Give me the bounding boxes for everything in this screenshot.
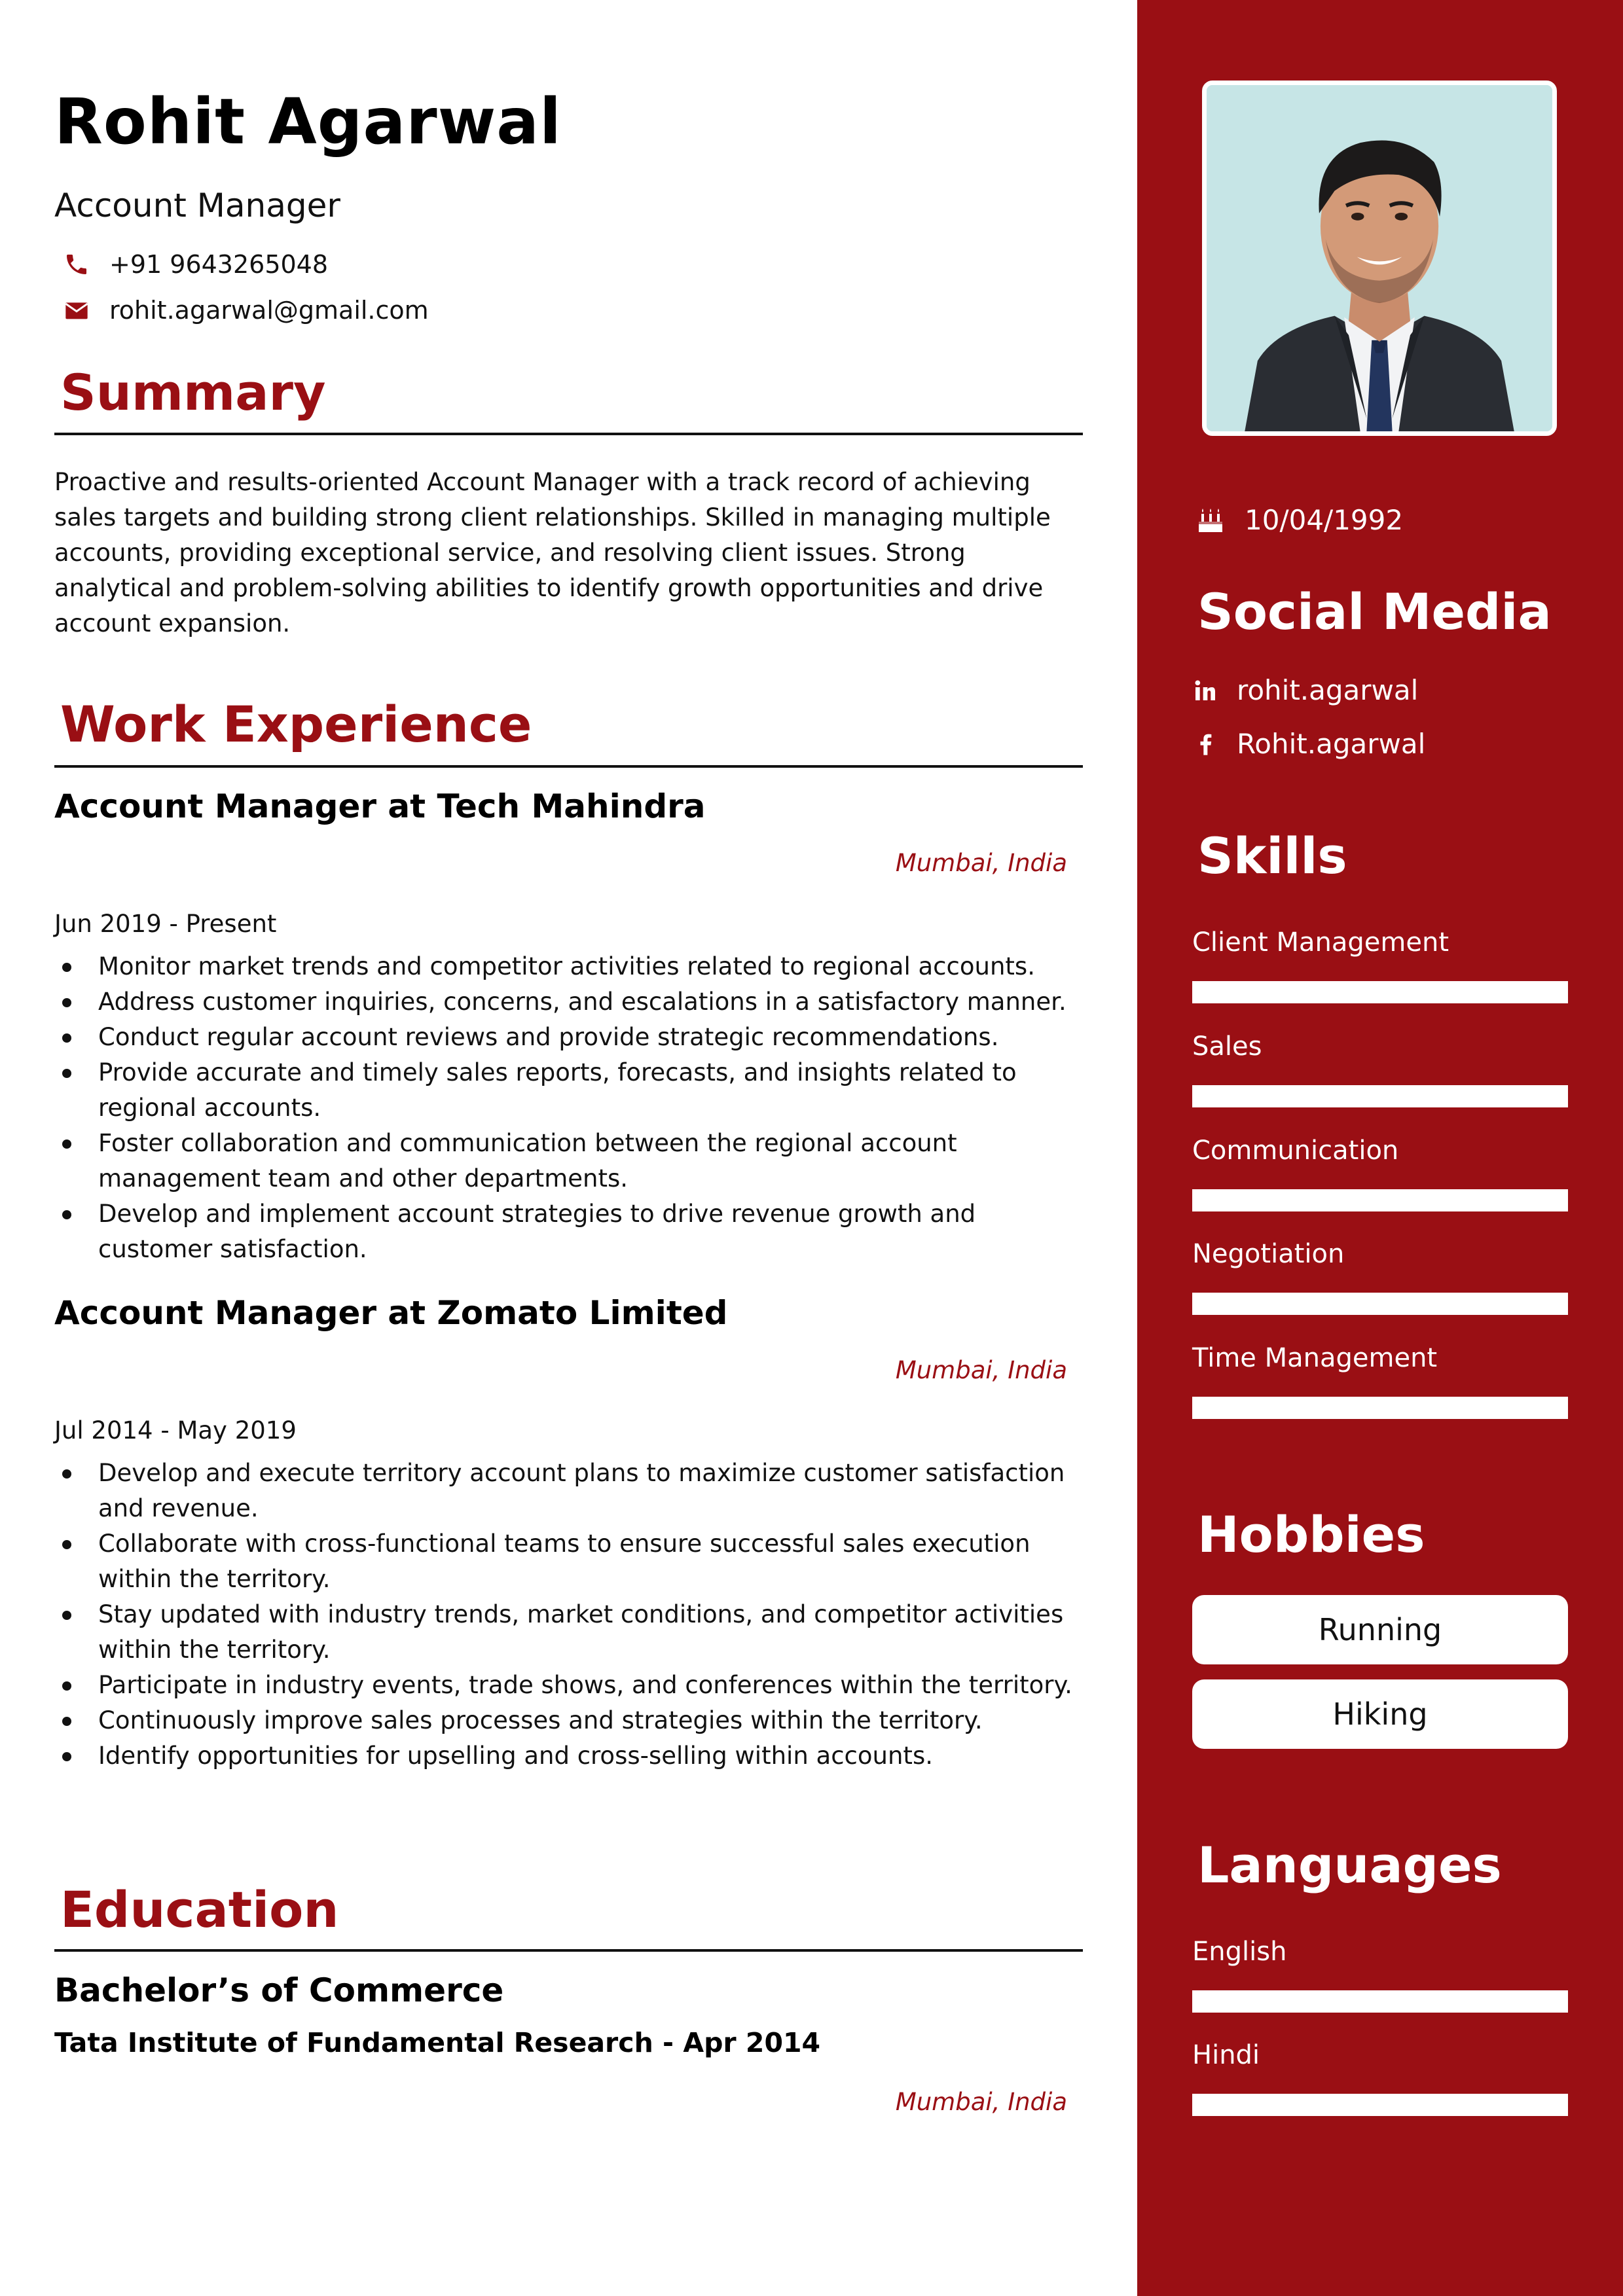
language-level-bar (1192, 2094, 1568, 2116)
job-location: Mumbai, India (895, 849, 1067, 877)
list-item: Foster collaboration and communication between the regional account management team and other departments. (54, 1126, 1089, 1196)
work-experience-heading: Work Experience (60, 695, 532, 753)
list-item: Provide accurate and timely sales reports, forecasts, and insights related to regional accounts. (54, 1055, 1089, 1126)
education-location: Mumbai, India (895, 2088, 1067, 2116)
social-facebook[interactable] (1192, 728, 1425, 760)
date-of-birth (1195, 504, 1403, 536)
list-item: Stay updated with industry trends, market conditions, and competitor activities within the territory. (54, 1597, 1089, 1668)
phone-icon (64, 251, 90, 278)
list-item: Develop and execute territory account plans to maximize customer satisfaction and revenue. (54, 1456, 1089, 1526)
contact-phone (64, 250, 328, 279)
skills-heading: Skills (1197, 827, 1347, 885)
birthday-cake-icon (1195, 505, 1226, 536)
skill-level-bar (1192, 1189, 1568, 1211)
summary-divider (54, 433, 1083, 435)
list-item: Identify opportunities for upselling and cross-selling within accounts. (54, 1738, 1089, 1774)
job-responsibilities (54, 949, 1089, 1267)
summary-heading: Summary (60, 363, 326, 422)
candidate-title: Account Manager (54, 187, 340, 224)
job-dates: Jun 2019 - Present (54, 910, 277, 938)
dob-value: 10/04/1992 (1245, 504, 1404, 536)
facebook-icon (1192, 731, 1218, 757)
language-level-fill (1192, 2094, 1568, 2116)
skill-level-fill (1192, 981, 1568, 1003)
education-divider (54, 1949, 1083, 1952)
list-item: Address customer inquiries, concerns, and escalations in a satisfactory manner. (54, 984, 1089, 1020)
hobby-tag: Hiking (1192, 1679, 1568, 1749)
list-item: Participate in industry events, trade shows, and conferences within the territory. (54, 1668, 1089, 1703)
skill-name: Negotiation (1192, 1239, 1345, 1269)
skill-name: Time Management (1192, 1343, 1438, 1373)
skill-name: Client Management (1192, 927, 1450, 958)
summary-text: Proactive and results-oriented Account Manager with a track record of achieving sales targets and building strong client relationships. Skilled in managing multiple accounts, providing exceptional service, and resolving client issues. Strong analytical and problem-solving abilities to identify growth opportunities and drive account expansion. (54, 468, 1051, 637)
job-title: Account Manager at Tech Mahindra (54, 787, 706, 825)
skill-name: Communication (1192, 1136, 1399, 1166)
skill-level-fill (1192, 1397, 1568, 1419)
skill-level-fill (1192, 1085, 1568, 1107)
social-linkedin[interactable] (1192, 674, 1418, 706)
skill-level-fill (1192, 1293, 1568, 1315)
hobbies-heading: Hobbies (1197, 1505, 1425, 1564)
language-level-bar (1192, 1990, 1568, 2013)
list-item: Conduct regular account reviews and provide strategic recommendations. (54, 1020, 1089, 1055)
sidebar (1137, 0, 1623, 2296)
profile-photo (1202, 81, 1557, 436)
languages-heading: Languages (1197, 1836, 1502, 1894)
language-level-fill (1192, 1990, 1568, 2013)
job-location: Mumbai, India (895, 1356, 1067, 1384)
social-media-heading: Social Media (1197, 583, 1552, 641)
hobby-tag: Running (1192, 1595, 1568, 1664)
envelope-icon (64, 297, 90, 323)
list-item: Monitor market trends and competitor activities related to regional accounts. (54, 949, 1089, 984)
phone-number[interactable]: +91 9643265048 (109, 250, 329, 279)
candidate-name: Rohit Agarwal (54, 85, 562, 158)
work-experience-divider (54, 765, 1083, 768)
skill-level-bar (1192, 1293, 1568, 1315)
language-name: Hindi (1192, 2040, 1260, 2070)
skill-name: Sales (1192, 1031, 1262, 1062)
education-heading: Education (60, 1880, 339, 1939)
social-handle: Rohit.agarwal (1237, 728, 1426, 760)
list-item: Continuously improve sales processes and strategies within the territory. (54, 1703, 1089, 1738)
skill-level-bar (1192, 1397, 1568, 1419)
skill-level-bar (1192, 1085, 1568, 1107)
skill-level-fill (1192, 1189, 1568, 1211)
education-school: Tata Institute of Fundamental Research - Apr 2014 (54, 2027, 821, 2058)
list-item: Develop and implement account strategies to drive revenue growth and customer satisfaction. (54, 1196, 1089, 1267)
social-handle: rohit.agarwal (1237, 674, 1419, 706)
language-name: English (1192, 1937, 1287, 1967)
contact-email (64, 296, 429, 325)
linkedin-icon (1192, 677, 1218, 704)
skill-level-bar (1192, 981, 1568, 1003)
list-item: Collaborate with cross-functional teams to ensure successful sales execution within the territory. (54, 1526, 1089, 1597)
education-degree: Bachelor’s of Commerce (54, 1971, 504, 2009)
email-address[interactable]: rohit.agarwal@gmail.com (109, 296, 429, 325)
job-responsibilities (54, 1456, 1089, 1774)
job-title: Account Manager at Zomato Limited (54, 1294, 728, 1332)
job-dates: Jul 2014 - May 2019 (54, 1416, 297, 1444)
